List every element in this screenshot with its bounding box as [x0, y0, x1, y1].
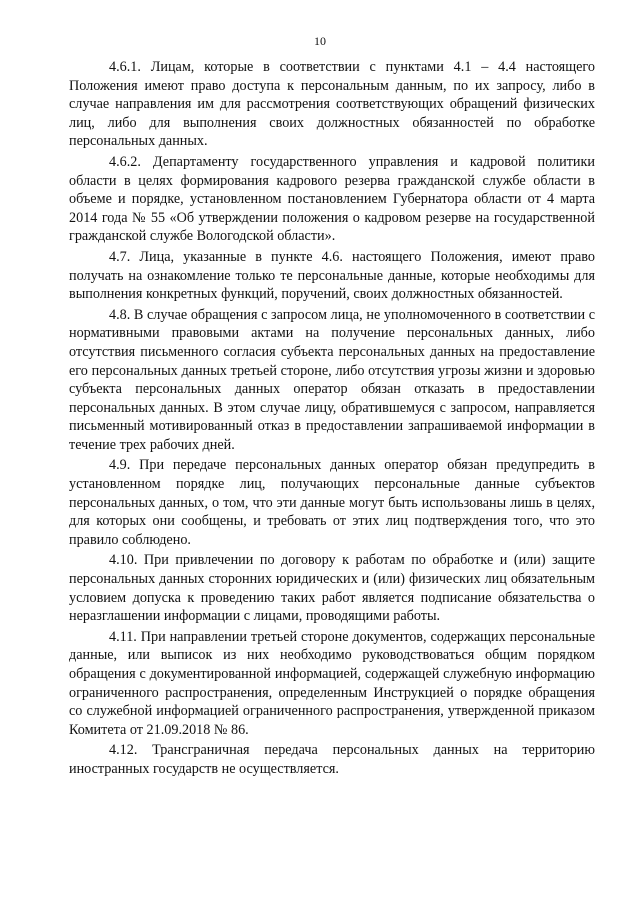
document-body: [69, 58, 595, 781]
paragraph-4-9: 4.9. При передаче персональных данных оператор обязан предупредить в установленном порядке лиц, получающих персональные данные субъектов персональных данных, о том, что эти данные могут быть использованы лишь в целях, для которых они сообщены, и требовать от этих лиц подтверждения того, что это правило соблюдено.: [69, 457, 595, 548]
paragraph-4-12: 4.12. Трансграничная передача персональных данных на территорию иностранных государств не осуществляется.: [69, 742, 595, 777]
paragraph-4-6-1: 4.6.1. Лицам, которые в соответствии с пунктами 4.1 – 4.4 настоящего Положения имеют право доступа к персональным данным, по их запросу, либо в случае направления им для рассмотрения соответствующих обращений физических лиц, либо для выполнения своих должностных обязанностей по обработке персональных данных.: [69, 59, 595, 150]
paragraph-4-11: 4.11. При направлении третьей стороне документов, содержащих персональные данные, или выписок из них необходимо руководствоваться общим порядком обращения с документированной информацией, содержащей служебную информацию ограниченного распространения, определенным Инструкцией о порядке обращения со служебной информацией ограниченного распространения, утвержденной приказом Комитета от 21.09.2018 № 86.: [69, 628, 595, 738]
paragraph-4-10: 4.10. При привлечении по договору к работам по обработке и (или) защите персональных данных сторонних юридических и (или) физических лиц обязательным условием допуска к проведению таких работ является подписание обязательства о неразглашении информации с лицами, проводящими работы.: [69, 552, 595, 625]
paragraph-4-8: 4.8. В случае обращения с запросом лица, не уполномоченного в соответствии с нормативными правовыми актами на получение персональных данных, либо отсутствия письменного согласия субъекта персональных данных на предоставление его персональных данных третьей стороне, либо отсутствия угрозы жизни и здоровью субъекта персональных данных оператор обязан отказать в предоставлении персональных данных. В этом случае лицу, обратившемуся с запросом, направляется письменный мотивированный отказ в предоставлении запрашиваемой информации в течение трех рабочих дней.: [69, 306, 595, 453]
page-number: 10: [314, 34, 326, 48]
paragraph-4-6-2: 4.6.2. Департаменту государственного управления и кадровой политики области в целях формирования кадрового резерва гражданской службе области в объеме и порядке, установленном постановлением Губернатора области от 4 марта 2014 года № 55 «Об утверждении положения о кадровом резерве на государственной гражданской службе Вологодской области».: [69, 153, 595, 245]
paragraph-4-7: 4.7. Лица, указанные в пункте 4.6. настоящего Положения, имеют право получать на ознакомление только те персональные данные, которые необходимы для выполнения конкретных функций, поручений, своих должностных обязанностей.: [69, 248, 595, 303]
